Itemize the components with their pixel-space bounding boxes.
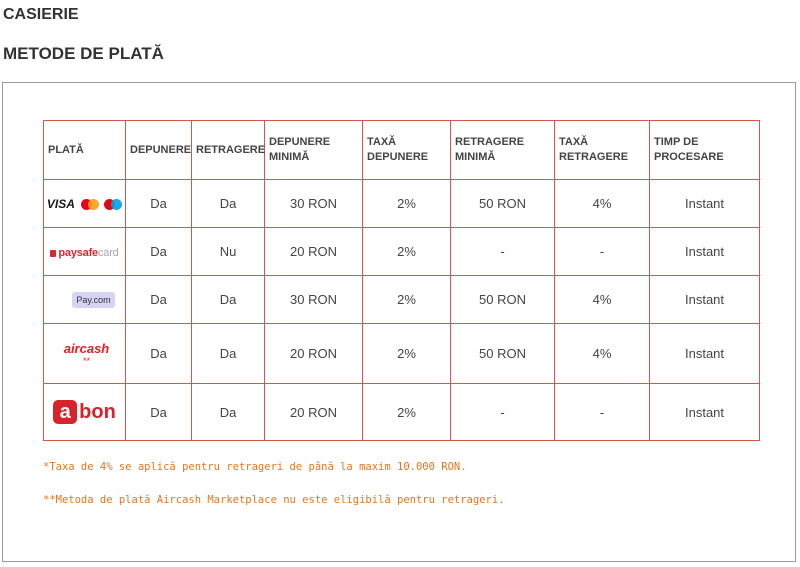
visa-logo-text: VISA (46, 197, 75, 211)
min-deposit-cell: 30 RON (265, 180, 363, 228)
deposit-fee-cell: 2% (363, 228, 451, 276)
deposit-fee-cell: 2% (363, 384, 451, 441)
min-withdraw-cell: 50 RON (451, 276, 555, 324)
aircash-note: **Metoda de plată Aircash Marketplace nu este eligibilă pentru retrageri. (43, 494, 505, 506)
min-deposit-cell: 20 RON (265, 228, 363, 276)
padlock-icon (50, 250, 56, 257)
min-deposit-cell: 30 RON (265, 276, 363, 324)
withdraw-cell: Da (192, 180, 265, 228)
visa-mastercard-logo (44, 180, 126, 228)
paycom-logo: Pay.com (44, 276, 126, 324)
payment-methods-table (43, 120, 760, 441)
deposit-fee-cell: 2% (363, 180, 451, 228)
processing-cell: Instant (650, 384, 760, 441)
withdraw-fee-cell: - (555, 228, 650, 276)
deposit-cell: Da (126, 180, 192, 228)
header-withdraw: RETRAGERE (192, 121, 265, 180)
deposit-fee-cell: 2% (363, 324, 451, 384)
section-title: CASIERIE (3, 6, 79, 23)
header-processing-time: TIMP DE PROCESARE (650, 121, 760, 180)
header-min-deposit: DEPUNERE MINIMĂ (265, 121, 363, 180)
abon-logo: a bon (44, 384, 126, 441)
withdraw-cell: Da (192, 384, 265, 441)
payment-methods-panel (2, 82, 796, 562)
table-row (44, 384, 760, 441)
header-deposit: DEPUNERE (126, 121, 192, 180)
processing-cell: Instant (650, 180, 760, 228)
withdrawal-fee-note: *Taxa de 4% se aplică pentru retrageri de până la maxim 10.000 RON. (43, 461, 467, 473)
min-withdraw-cell: - (451, 228, 555, 276)
withdraw-fee-cell: 4% (555, 324, 650, 384)
withdraw-cell: Nu (192, 228, 265, 276)
deposit-cell: Da (126, 324, 192, 384)
deposit-cell: Da (126, 228, 192, 276)
table-row (44, 180, 760, 228)
withdraw-cell: Da (192, 276, 265, 324)
min-withdraw-cell: - (451, 384, 555, 441)
withdraw-fee-cell: - (555, 384, 650, 441)
min-withdraw-cell: 50 RON (451, 324, 555, 384)
deposit-cell: Da (126, 276, 192, 324)
header-deposit-fee: TAXĂ DEPUNERE (363, 121, 451, 180)
aircash-logo: aircash ** (44, 324, 126, 384)
min-deposit-cell: 20 RON (265, 324, 363, 384)
processing-cell: Instant (650, 324, 760, 384)
paysafecard-logo: paysafecard (44, 228, 126, 276)
table-header-row (44, 121, 760, 180)
deposit-cell: Da (126, 384, 192, 441)
table-row (44, 324, 760, 384)
table-row (44, 276, 760, 324)
processing-cell: Instant (650, 276, 760, 324)
withdraw-cell: Da (192, 324, 265, 384)
deposit-fee-cell: 2% (363, 276, 451, 324)
header-withdraw-fee: TAXĂ RETRAGERE (555, 121, 650, 180)
header-method: PLATĂ (44, 121, 126, 180)
table-row (44, 228, 760, 276)
page-subtitle: METODE DE PLATĂ (3, 44, 164, 63)
withdraw-fee-cell: 4% (555, 180, 650, 228)
maestro-icon (104, 199, 122, 210)
withdraw-fee-cell: 4% (555, 276, 650, 324)
processing-cell: Instant (650, 228, 760, 276)
mastercard-icon (81, 199, 99, 210)
min-deposit-cell: 20 RON (265, 384, 363, 441)
header-min-withdraw: RETRAGERE MINIMĂ (451, 121, 555, 180)
min-withdraw-cell: 50 RON (451, 180, 555, 228)
